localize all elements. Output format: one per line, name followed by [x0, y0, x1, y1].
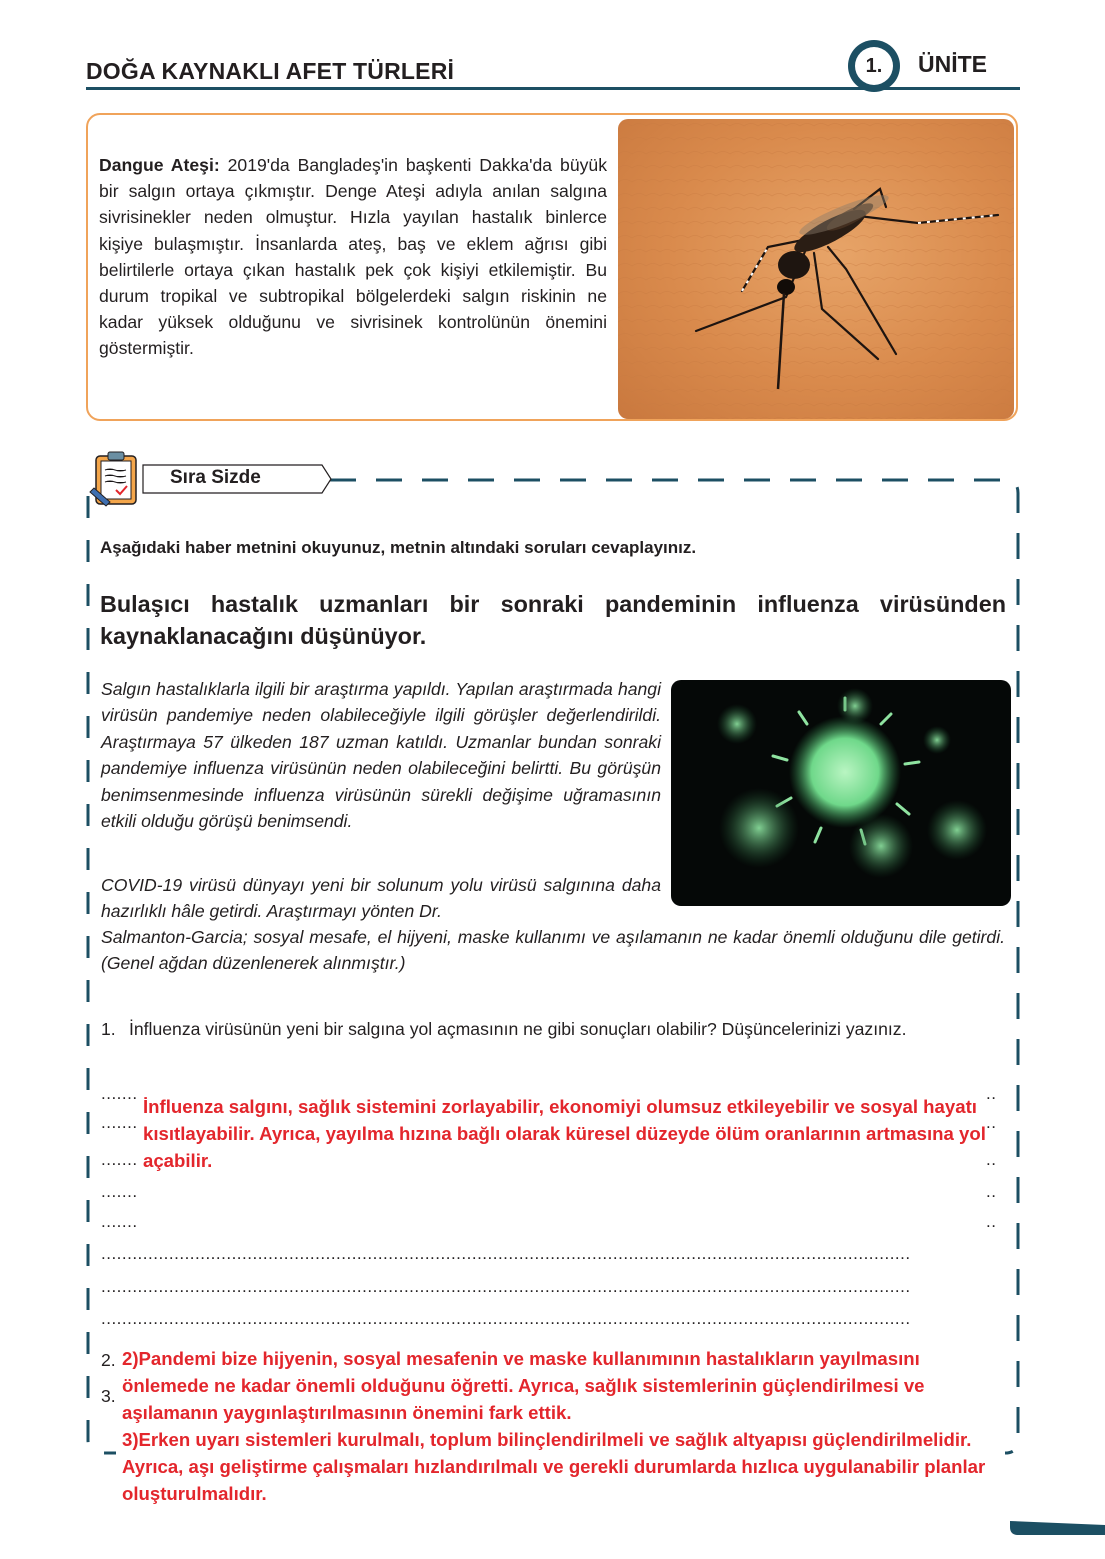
- answer-3: 3)Erken uyarı sistemleri kurulmalı, toplum bilinçlendirilmeli ve sağlık altyapısı güçlendirilmelidir. Ayrıca, aşı geliştirme çalışmaları hızlandırılmalı ve gerekli durumlarda hızlıca uygulanabilir planlar oluşturulmalıdır.: [122, 1429, 986, 1504]
- question-1-text: İnfluenza virüsünün yeni bir salgına yol açmasının ne gibi sonuçları olabilir? Düşüncelerinizi yazınız.: [129, 1019, 907, 1039]
- answer-line-full: ...........................................................................................................................................................: [101, 1244, 911, 1263]
- virus-illustration: [671, 680, 1011, 906]
- answer-2: 2)Pandemi bize hijyenin, sosyal mesafenin ve maske kullanımının hastalıkların yayılmasını önlemede ne kadar önemli olduğunu öğretti. Ayrıca, sağlık sistemlerinin güçlendirilmesi ve aşılamanın yaygınlaştırılmasının önemini fark ettik.: [122, 1348, 925, 1423]
- info-term: Dangue Ateşi:: [99, 155, 220, 175]
- answer-line-dots-end: ..: [986, 1182, 997, 1201]
- handwritten-answer-2-3: [122, 1345, 1007, 1507]
- unit-number: 1.: [855, 47, 893, 85]
- clipboard-icon: [86, 448, 146, 510]
- answer-line-dots-end: ..: [986, 1150, 997, 1169]
- news-paragraph-2-start: COVID-19 virüsü dünyayı yeni bir solunum yolu virüsü salgınına daha hazırlıklı hâle getirdi. Araştırmayı yönten Dr.: [101, 875, 661, 922]
- answer-line-dots: .......: [101, 1150, 138, 1169]
- page-corner-mark: [1010, 1521, 1105, 1535]
- handwritten-answer-1: İnfluenza salgını, sağlık sistemini zorlayabilir, ekonomiyi olumsuz etkileyebilir ve sosyal hayatı kısıtlayabilir. Ayrıca, yayılma hızına bağlı olarak küresel düzeyde ölüm oranlarının artmasına yol açabilir.: [143, 1096, 986, 1171]
- news-paragraph-1: Salgın hastalıklarla ilgili bir araştırma yapıldı. Yapılan araştırmada hangi virüsün pandemiye neden olabileceğiyle ilgili görüşler değerlendirildi. Araştırmaya 57 ülkeden 187 uzman katıldı. Uzmanlar bundan sonraki pandemiye influenza virüsünün neden olabileceğini belirtti. Bu görüşün benimsenmesinde influenza virüsünün sürekli değişime uğramasının etkili olduğu görüşü benimsendi.: [101, 679, 661, 832]
- answer-line-dots: .......: [101, 1084, 138, 1103]
- chapter-title: DOĞA KAYNAKLI AFET TÜRLERİ: [86, 58, 455, 84]
- answer-line-dots: .......: [101, 1113, 138, 1132]
- activity-instruction: Aşağıdaki haber metnini okuyunuz, metnin altındaki soruları cevaplayınız.: [100, 538, 697, 557]
- answer-line-full: ...........................................................................................................................................................: [101, 1309, 911, 1328]
- answer-line-dots-end: ..: [986, 1084, 997, 1103]
- news-paragraph-2-end: Salmanton-Garcia; sosyal mesafe, el hijyeni, maske kullanımı ve aşılamanın ne kadar önemli olduğunu dile getirdi. (Genel ağdan düzenlenerek alınmıştır.): [101, 927, 1005, 974]
- info-body: 2019'da Bangladeş'in başkenti Dakka'da büyük bir salgın ortaya çıkmıştır. Denge Ateşi adıyla anılan salgına sivrisinekler neden olmuştur. Hızla yayılan hastalık binlerce kişiye bulaşmıştır. İnsanlarda ateş, baş ve eklem ağrısı gibi belirtilerle ortaya çıkan hastalık pek çok kişiyi etkilemiştir. Bu durum tropikal ve subtropikal bölgelerdeki salgın riskinin ne kadar yüksek olduğunu ve sivrisinek kontrolünün önemini göstermiştir.: [99, 155, 607, 359]
- answer-line-dots-end: ..: [986, 1113, 997, 1132]
- question-2-number: 2.: [101, 1350, 116, 1370]
- unit-label: ÜNİTE: [918, 51, 987, 77]
- activity-label: Sıra Sizde: [170, 467, 261, 488]
- answer-line-dots-end: ..: [986, 1212, 997, 1231]
- news-headline: Bulaşıcı hastalık uzmanları bir sonraki pandeminin influenza virüsünden kaynaklanacağını düşünüyor.: [100, 591, 1006, 649]
- answer-line-dots: .......: [101, 1212, 138, 1231]
- question-3-number: 3.: [101, 1386, 116, 1406]
- virus-photo: [671, 680, 1011, 906]
- answer-line-full: ...........................................................................................................................................................: [101, 1277, 911, 1296]
- question-1-number: 1.: [101, 1019, 116, 1039]
- answer-line-dots: .......: [101, 1182, 138, 1201]
